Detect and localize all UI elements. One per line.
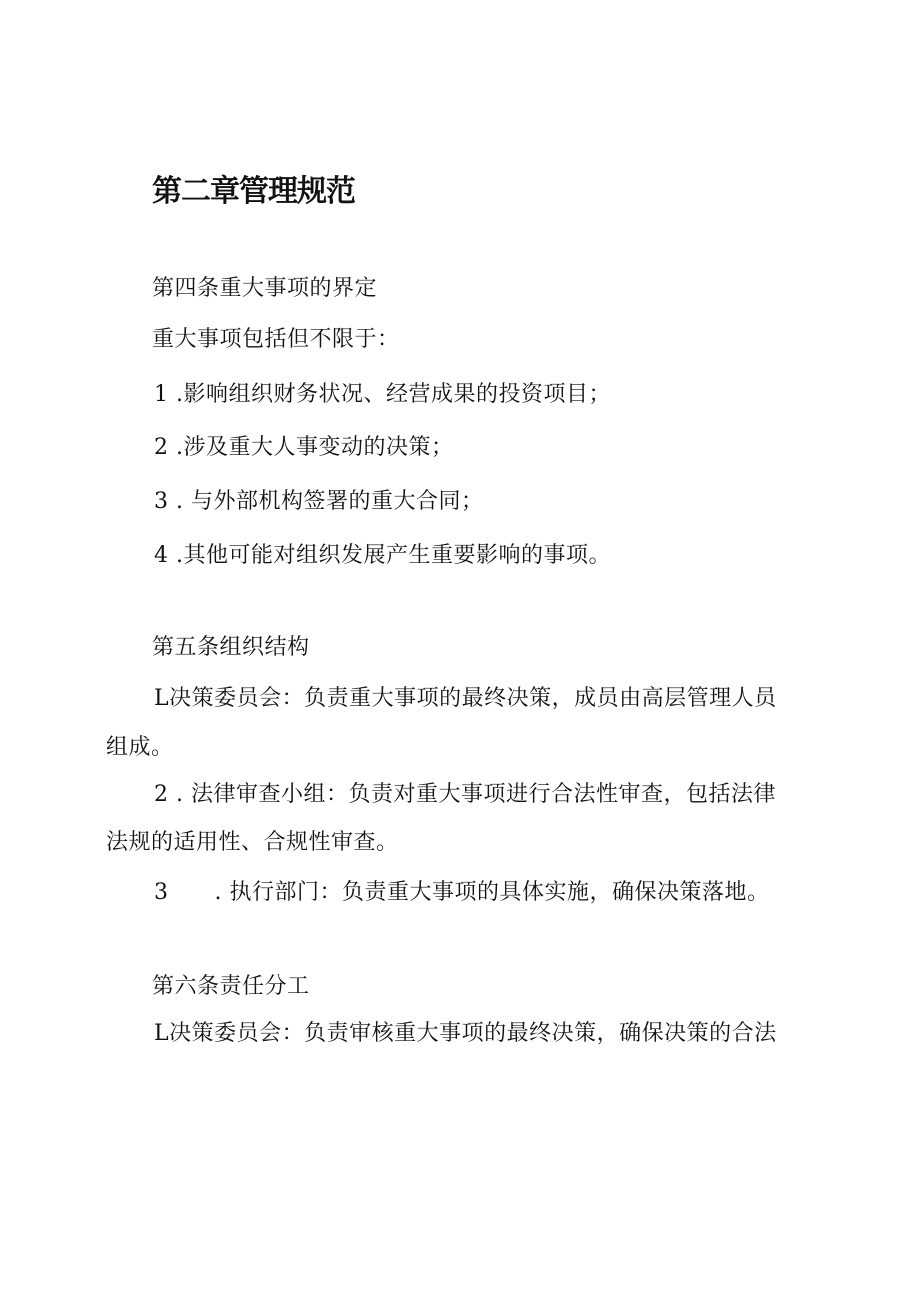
list-item-text: .涉及重大人事变动的决策； bbox=[176, 435, 454, 460]
list-item-number: 4 bbox=[154, 543, 169, 568]
article5-item1-line2: 组成。 bbox=[106, 735, 174, 760]
list-item-number: 2 bbox=[154, 435, 169, 460]
article5-item1-line1: L决策委员会：负责重大事项的最终决策，成员由高层管理人员 bbox=[154, 686, 777, 711]
list-item-number: 3 bbox=[154, 880, 169, 905]
article5-item3 bbox=[154, 877, 770, 909]
list-item-text: . 与外部机构签署的重大合同； bbox=[176, 489, 484, 514]
article5-title: 第五条组织结构 bbox=[152, 635, 310, 660]
list-item-text: .其他可能对组织发展产生重要影响的事项。 bbox=[176, 543, 611, 568]
list-item-number: 3 bbox=[154, 489, 169, 514]
list-item bbox=[154, 540, 611, 572]
article5-item2-line2: 法规的适用性、合规性审查。 bbox=[106, 830, 399, 855]
list-item-text: .影响组织财务状况、经营成果的投资项目； bbox=[176, 382, 611, 407]
article4-title: 第四条重大事项的界定 bbox=[152, 276, 378, 301]
article6-item1-line1: L决策委员会：负责审核重大事项的最终决策，确保决策的合法 bbox=[154, 1021, 777, 1046]
article5-item2-line1 bbox=[154, 779, 776, 811]
list-item-number: 1 bbox=[154, 382, 169, 407]
article6-title: 第六条责任分工 bbox=[152, 974, 310, 999]
list-item bbox=[154, 379, 611, 411]
article4-intro: 重大事项包括但不限于： bbox=[152, 327, 400, 352]
list-item-text: . 法律审查小组：负责对重大事项进行合法性审查，包括法律 bbox=[176, 782, 776, 807]
list-item-number: 2 bbox=[154, 782, 169, 807]
list-item bbox=[154, 432, 454, 464]
list-item-text: . 执行部门：负责重大事项的具体实施，确保决策落地。 bbox=[214, 880, 770, 905]
chapter-title: 第二章管理规范 bbox=[152, 174, 355, 209]
list-item bbox=[154, 486, 484, 518]
